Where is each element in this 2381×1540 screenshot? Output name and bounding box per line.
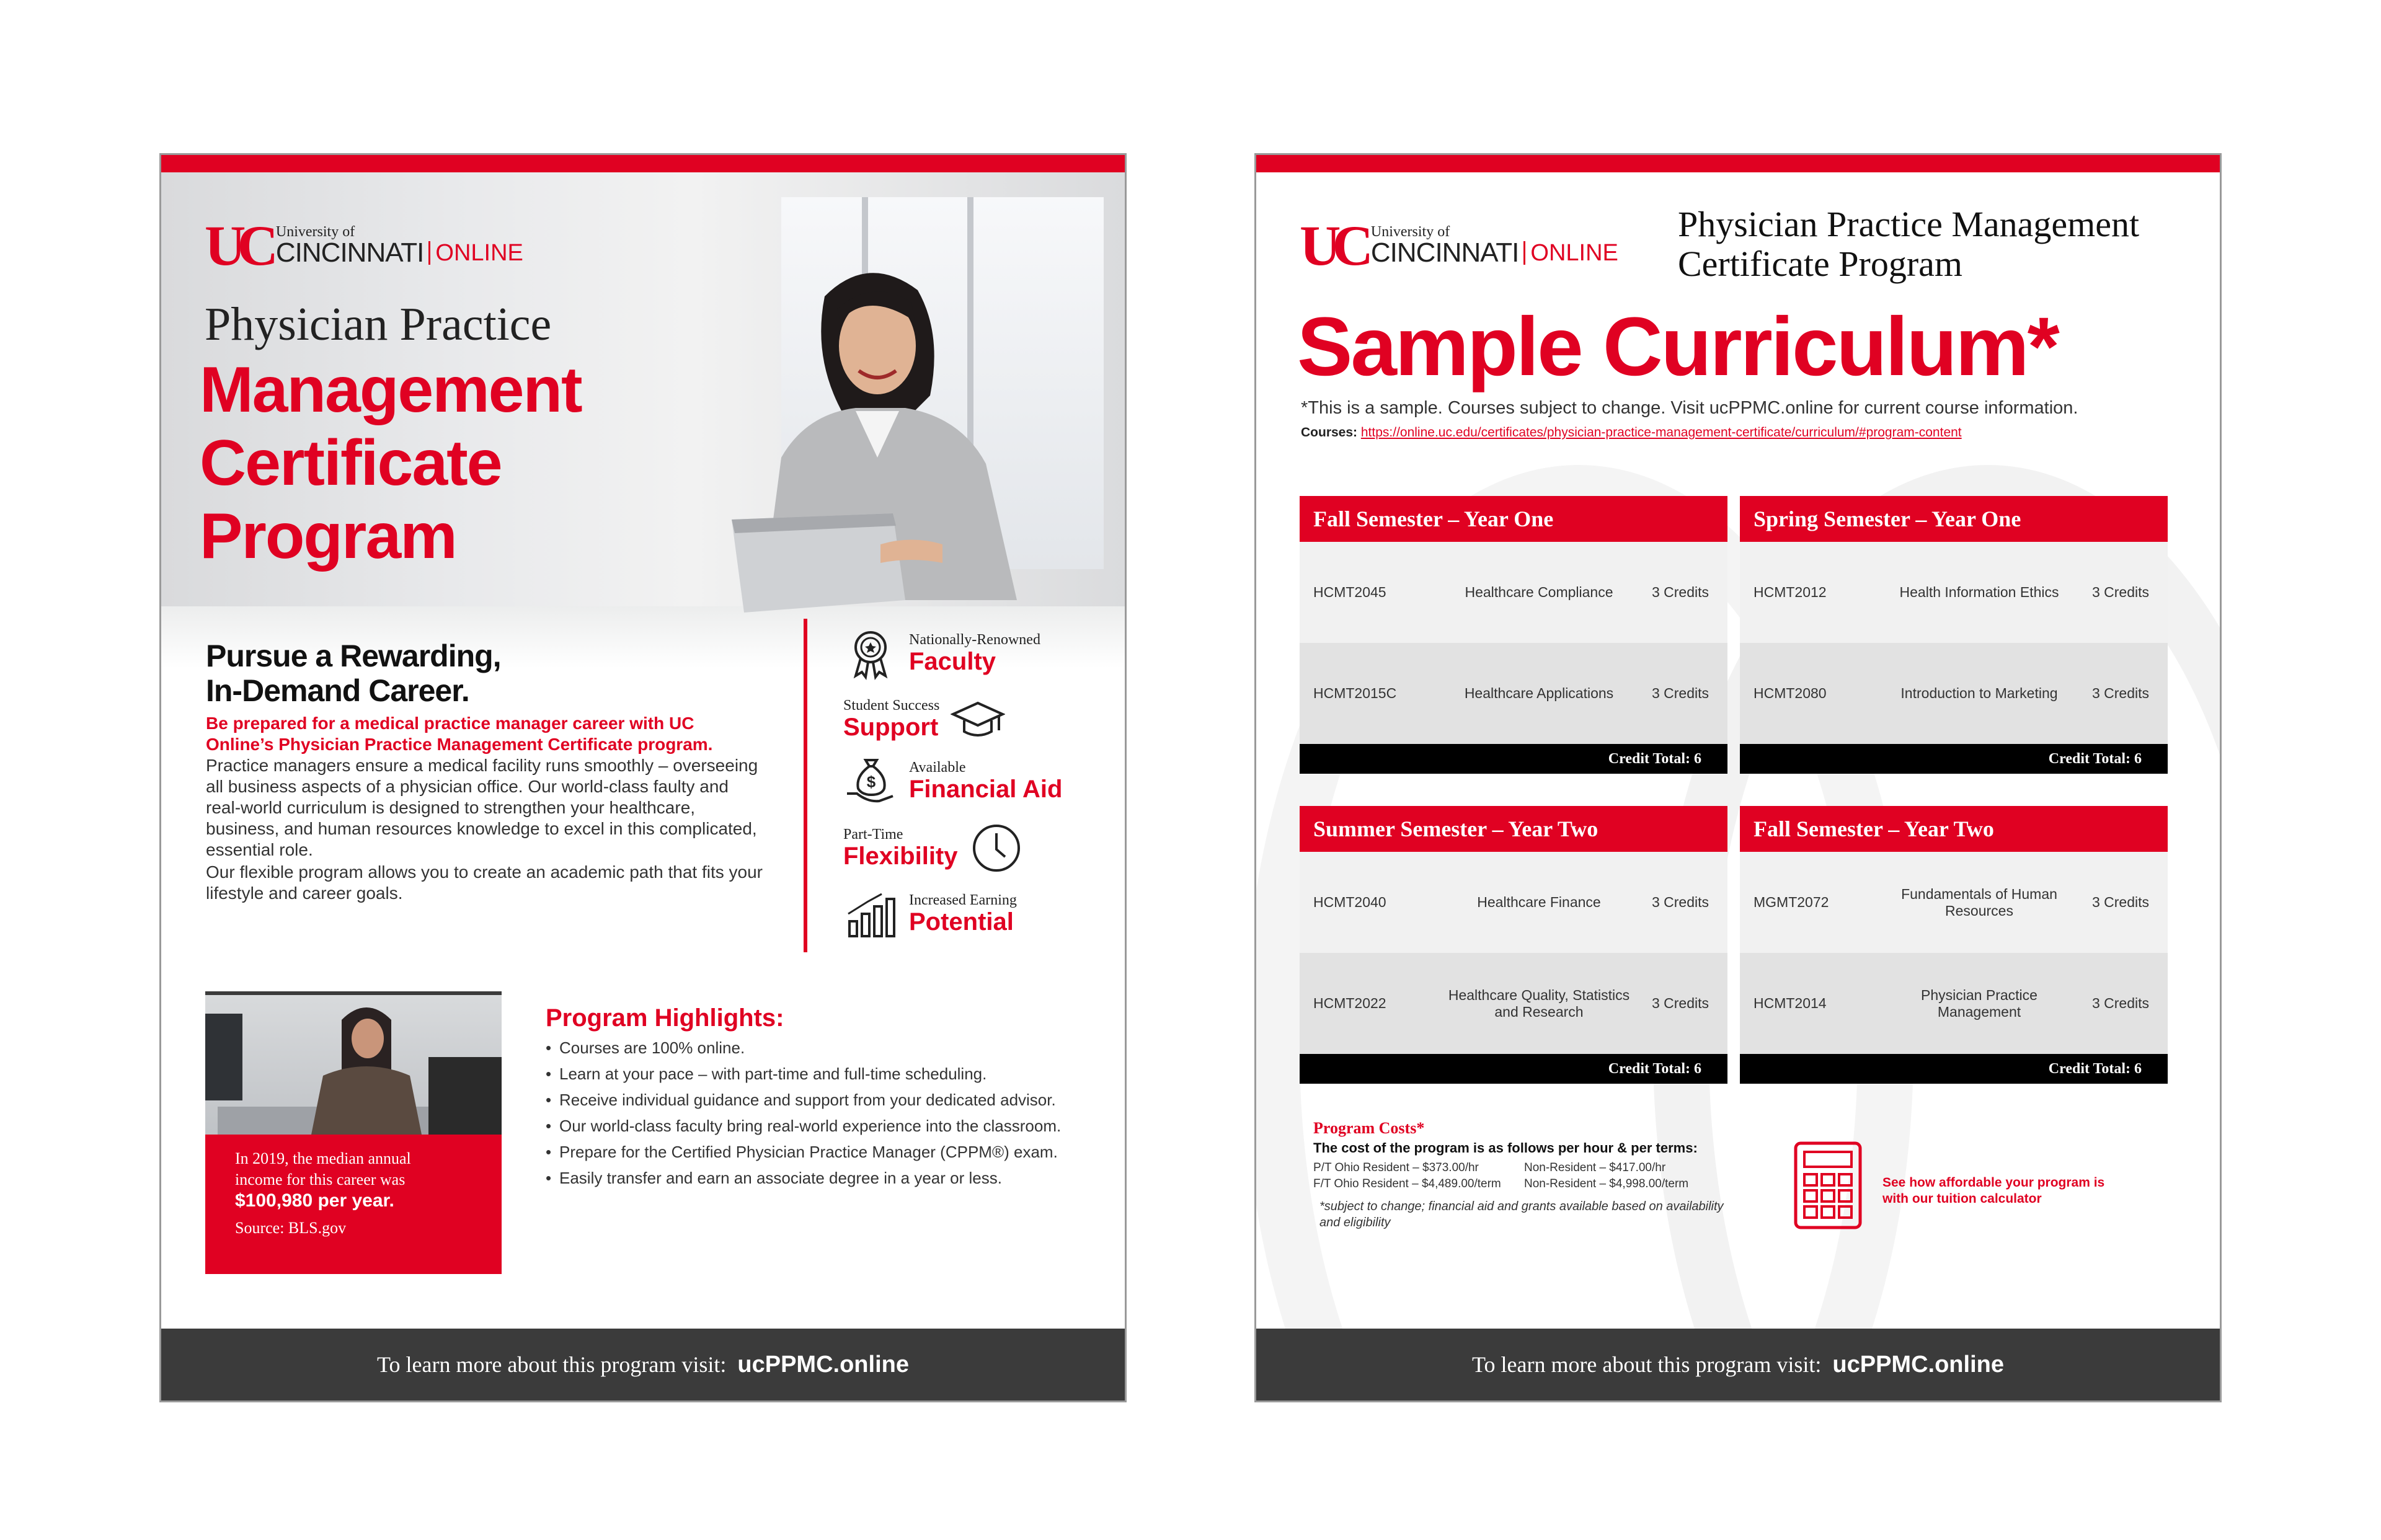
top-red-bar (161, 155, 1125, 172)
flyer-sample-curriculum (1254, 153, 2222, 1402)
headline-line-2: In-Demand Career. (206, 673, 469, 708)
lead-paragraph: Be prepared for a medical practice manager career with UC Online’s Physician Practice Management Certificate program. (206, 714, 713, 754)
course-code: HCMT2080 (1754, 685, 1827, 701)
course-credits: 3 Credits (1651, 894, 1709, 910)
footer-bar (161, 1329, 1125, 1401)
feature-financial-aid (843, 754, 1062, 808)
course-credits: 3 Credits (1651, 685, 1709, 701)
credit-total: Credit Total: 6 (1300, 744, 1727, 774)
program-title-line-2: Certificate Program (1678, 244, 1962, 284)
feature-support-big: Support (843, 714, 939, 741)
semester-title: Spring Semester – Year One (1740, 496, 2168, 542)
program-title-line-1: Physician Practice Management (1678, 204, 2140, 244)
title-line-2: Management (200, 354, 582, 426)
cost-pt-nonresident: Non-Resident – $417.00/hr (1524, 1161, 1666, 1174)
semester-title: Summer Semester – Year Two (1300, 806, 1727, 852)
semester-fall-year-one (1300, 496, 1727, 774)
list-item: • Courses are 100% online. (546, 1038, 1066, 1058)
flyer-program-overview (159, 153, 1127, 1402)
table-row (1300, 953, 1727, 1054)
bar-growth-icon (843, 887, 898, 941)
feature-faculty-small: Nationally-Renowned (909, 632, 1040, 648)
course-name: Healthcare Finance (1477, 894, 1601, 910)
feature-potential (843, 887, 1017, 941)
feature-financial-big: Financial Aid (909, 776, 1063, 803)
courses-url-link[interactable]: https://online.uc.edu/certificates/physician-practice-management-certificate/curriculum/#program-content (1360, 425, 1962, 440)
program-title (1678, 205, 2139, 284)
program-costs (1313, 1119, 1747, 1231)
course-credits: 3 Credits (2091, 894, 2149, 910)
highlights-list (546, 1038, 1066, 1194)
course-code: MGMT2072 (1754, 894, 1829, 910)
career-headline (206, 639, 501, 708)
footer-text: To learn more about this program visit: (377, 1352, 727, 1377)
course-credits: 3 Credits (1651, 995, 1709, 1011)
courses-label: Courses: (1301, 425, 1358, 440)
list-item: • Receive individual guidance and support from your dedicated advisor. (546, 1090, 1066, 1110)
costs-subtitle: The cost of the program is as follows per hour & per terms: (1313, 1140, 1698, 1156)
highlights-title: Program Highlights: (546, 1004, 784, 1032)
course-code: HCMT2014 (1754, 995, 1827, 1011)
logo-cincinnati: CINCINNATI (1370, 237, 1519, 268)
feature-divider-line (804, 619, 807, 952)
uc-logo-mark: UC (205, 214, 270, 277)
list-item: • Easily transfer and earn an associate degree in a year or less. (546, 1168, 1066, 1188)
logo-online: ONLINE (435, 240, 523, 266)
table-row (1300, 852, 1727, 953)
list-item: • Our world-class faculty bring real-world experience into the classroom. (546, 1116, 1066, 1136)
curriculum-note: *This is a sample. Courses subject to change. Visit ucPPMC.online for current course information. (1301, 398, 2078, 418)
clock-icon (969, 821, 1024, 875)
uc-logo-mark: UC (1300, 214, 1365, 277)
list-item: • Learn at your pace – with part-time and full-time scheduling. (546, 1064, 1066, 1084)
course-name: Physician Practice Management (1921, 986, 2037, 1020)
credit-total: Credit Total: 6 (1300, 1054, 1727, 1084)
semester-title: Fall Semester – Year Two (1740, 806, 2168, 852)
title-program-name (200, 353, 582, 573)
logo-divider (428, 241, 430, 265)
stat-line-1: In 2019, the median annual (235, 1149, 411, 1167)
stat-line-2: income for this career was (235, 1170, 406, 1188)
feature-flexibility-big: Flexibility (843, 843, 958, 870)
tuition-calculator-link[interactable]: See how affordable your program is with our tuition calculator (1882, 1175, 2105, 1206)
course-credits: 3 Credits (1651, 584, 1709, 600)
semester-spring-year-one (1740, 496, 2168, 774)
body-paragraph-1: Practice managers ensure a medical facility runs smoothly – overseeing all business aspects of a physician office. Our world-class faulty and real-world curriculum is designed to strengthen your healthcare, business, and human resources knowledge to excel in this complicated, essential role. (206, 756, 758, 859)
costs-title: Program Costs* (1313, 1119, 1425, 1137)
feature-potential-small: Increased Earning (909, 892, 1017, 908)
table-row (1300, 542, 1727, 643)
table-row (1740, 643, 2168, 744)
stat-amount: $100,980 per year. (235, 1190, 394, 1211)
course-credits: 3 Credits (2091, 685, 2149, 701)
table-row (1300, 643, 1727, 744)
logo-university-of: University of (275, 224, 355, 240)
course-name: Introduction to Marketing (1900, 685, 2058, 701)
list-item: • Prepare for the Certified Physician Practice Manager (CPPM®) exam. (546, 1142, 1066, 1162)
cost-pt-resident: P/T Ohio Resident – $373.00/hr (1313, 1161, 1479, 1174)
sample-curriculum-heading: Sample Curriculum* (1297, 301, 2058, 393)
body-paragraph-2: Our flexible program allows you to create an academic path that fits your lifestyle and career goals. (206, 862, 763, 903)
uc-online-logo (1300, 214, 1618, 277)
course-name: Healthcare Applications (1464, 685, 1614, 701)
credit-total: Credit Total: 6 (1740, 1054, 2168, 1084)
cost-ft-nonresident: Non-Resident – $4,998.00/term (1524, 1177, 1689, 1190)
costs-footnote: *subject to change; financial aid and grants available based on availability and eligibility (1319, 1200, 1724, 1229)
graduation-cap-icon (951, 692, 1005, 746)
course-credits: 3 Credits (2091, 584, 2149, 600)
title-line-3: Certificate (200, 427, 502, 499)
table-row (1740, 542, 2168, 643)
feature-support (843, 692, 1005, 746)
semester-title: Fall Semester – Year One (1300, 496, 1727, 542)
footer-text: To learn more about this program visit: (1472, 1352, 1822, 1377)
logo-university-of: University of (1370, 224, 1450, 240)
feature-faculty (843, 626, 1040, 681)
course-name: Fundamentals of Human Resources (1901, 885, 2057, 919)
feature-support-small: Student Success (843, 697, 940, 714)
logo-online: ONLINE (1530, 240, 1618, 266)
top-red-bar (1256, 155, 2220, 172)
cost-ft-resident: F/T Ohio Resident – $4,489.00/term (1313, 1177, 1501, 1190)
feature-flexibility-small: Part-Time (843, 826, 903, 843)
courses-line (1301, 425, 1962, 440)
table-row (1740, 852, 2168, 953)
office-phone-illustration (205, 995, 502, 1138)
semester-fall-year-two (1740, 806, 2168, 1084)
uc-online-logo (205, 214, 523, 277)
course-name: Healthcare Compliance (1465, 584, 1613, 600)
logo-divider (1523, 241, 1525, 265)
title-line-4: Program (200, 500, 456, 572)
costs-grid (1313, 1160, 1747, 1192)
logo-cincinnati: CINCINNATI (275, 237, 424, 268)
course-code: HCMT2015C (1313, 685, 1397, 701)
course-code: HCMT2040 (1313, 894, 1386, 910)
woman-at-laptop-photo (707, 253, 1054, 650)
title-line-1: Physician Practice (205, 298, 552, 350)
income-stat-box (205, 1135, 502, 1274)
course-name: Health Information Ethics (1899, 584, 2059, 600)
headline-line-1: Pursue a Rewarding, (206, 639, 501, 673)
credit-total: Credit Total: 6 (1740, 744, 2168, 774)
semester-summer-year-two (1300, 806, 1727, 1084)
svg-text:$: $ (866, 772, 876, 791)
footer-bar (1256, 1329, 2220, 1401)
feature-financial-small: Available (909, 759, 966, 776)
course-code: HCMT2012 (1754, 584, 1827, 600)
feature-faculty-big: Faculty (909, 648, 996, 675)
table-row (1740, 953, 2168, 1054)
footer-url-link[interactable]: ucPPMC.online (1832, 1351, 2004, 1378)
course-credits: 3 Credits (2091, 995, 2149, 1011)
award-ribbon-icon (843, 626, 898, 681)
course-code: HCMT2045 (1313, 584, 1386, 600)
calculator-icon[interactable] (1793, 1141, 1863, 1230)
feature-potential-big: Potential (909, 908, 1014, 936)
woman-on-phone-photo (205, 991, 502, 1138)
feature-flexibility (843, 821, 1024, 875)
footer-url-link[interactable]: ucPPMC.online (737, 1351, 909, 1378)
stat-source: Source: BLS.gov (235, 1219, 347, 1237)
money-bag-hand-icon (843, 754, 898, 808)
course-name: Healthcare Quality, Statistics and Research (1448, 986, 1630, 1020)
course-code: HCMT2022 (1313, 995, 1386, 1011)
